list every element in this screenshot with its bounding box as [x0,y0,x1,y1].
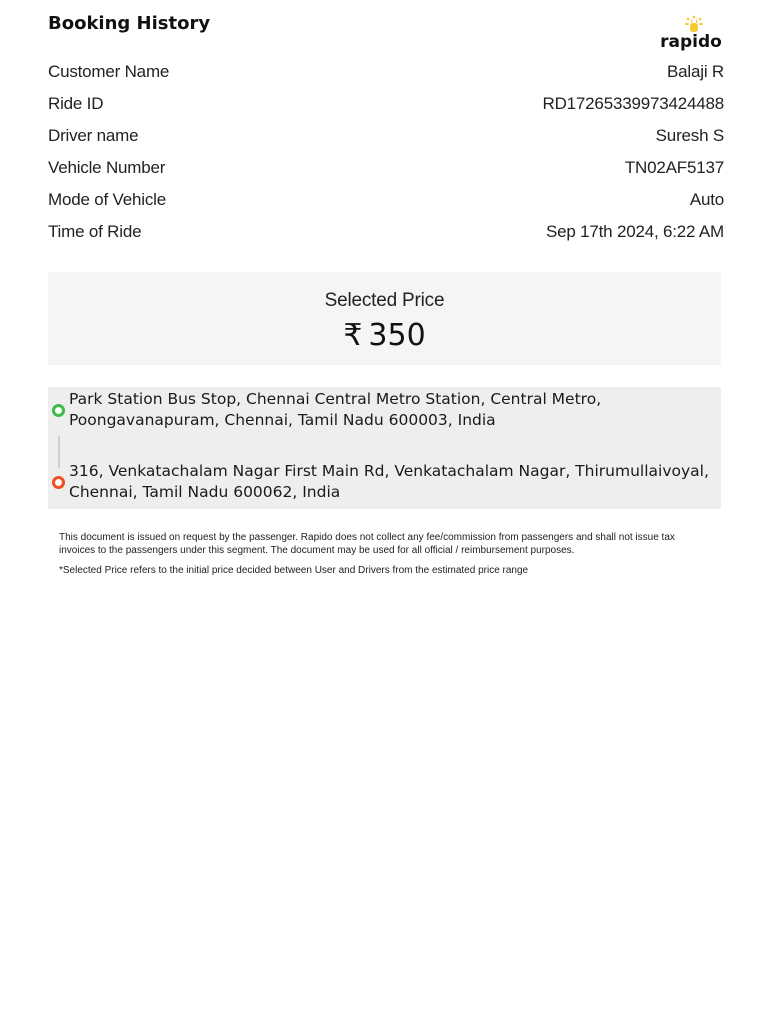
pickup-marker-icon [52,404,65,417]
detail-value: TN02AF5137 [624,158,724,177]
route-card [48,387,721,509]
price-label: Selected Price [324,290,445,311]
detail-row-ride-id [48,88,724,120]
detail-label: Vehicle Number [48,158,166,177]
pickup-address: Park Station Bus Stop, Chennai Central Metro Station, Central Metro, Poongavanapuram, Chennai, Tamil Nadu 600003, India [69,390,602,429]
price-amount [48,318,721,353]
detail-row-time-of-ride [48,216,724,248]
detail-row-mode-of-vehicle [48,184,724,216]
detail-value: Sep 17th 2024, 6:22 AM [545,222,724,241]
detail-value: Suresh S [655,126,724,145]
detail-value: Balaji R [667,62,724,81]
detail-value: Auto [689,190,724,209]
rapido-bee-icon [656,14,726,54]
detail-label: Mode of Vehicle [48,190,166,209]
currency-symbol: ₹ [343,318,363,353]
booking-details [48,56,724,248]
detail-row-vehicle-number [48,152,724,184]
detail-label: Customer Name [48,62,170,81]
detail-label: Time of Ride [48,222,142,241]
price-value: 350 [368,318,426,353]
detail-label: Driver name [48,126,139,145]
rapido-logo [656,14,726,54]
price-card [48,272,721,365]
drop-address: 316, Venkatachalam Nagar First Main Rd, Venkatachalam Nagar, Thirumullaivoyal, Chennai, Tamil Nadu 600062, India [69,462,709,501]
detail-label: Ride ID [48,94,104,113]
page-title: Booking History [48,13,211,34]
detail-row-driver-name [48,120,724,152]
detail-row-customer-name [48,56,724,88]
route-connector [58,436,60,468]
detail-value: RD17265339973424488 [542,94,724,113]
drop-marker-icon [52,476,65,489]
price-footnote: *Selected Price refers to the initial price decided between User and Drivers from the estimated price range [59,565,529,576]
disclaimer-text: This document is issued on request by the passenger. Rapido does not collect any fee/commission from passengers and shall not issue tax invoices to the passengers under this segment. The document may be used for all official / reimbursement purposes. [59,532,675,556]
svg-text:rapido: rapido [660,32,722,52]
